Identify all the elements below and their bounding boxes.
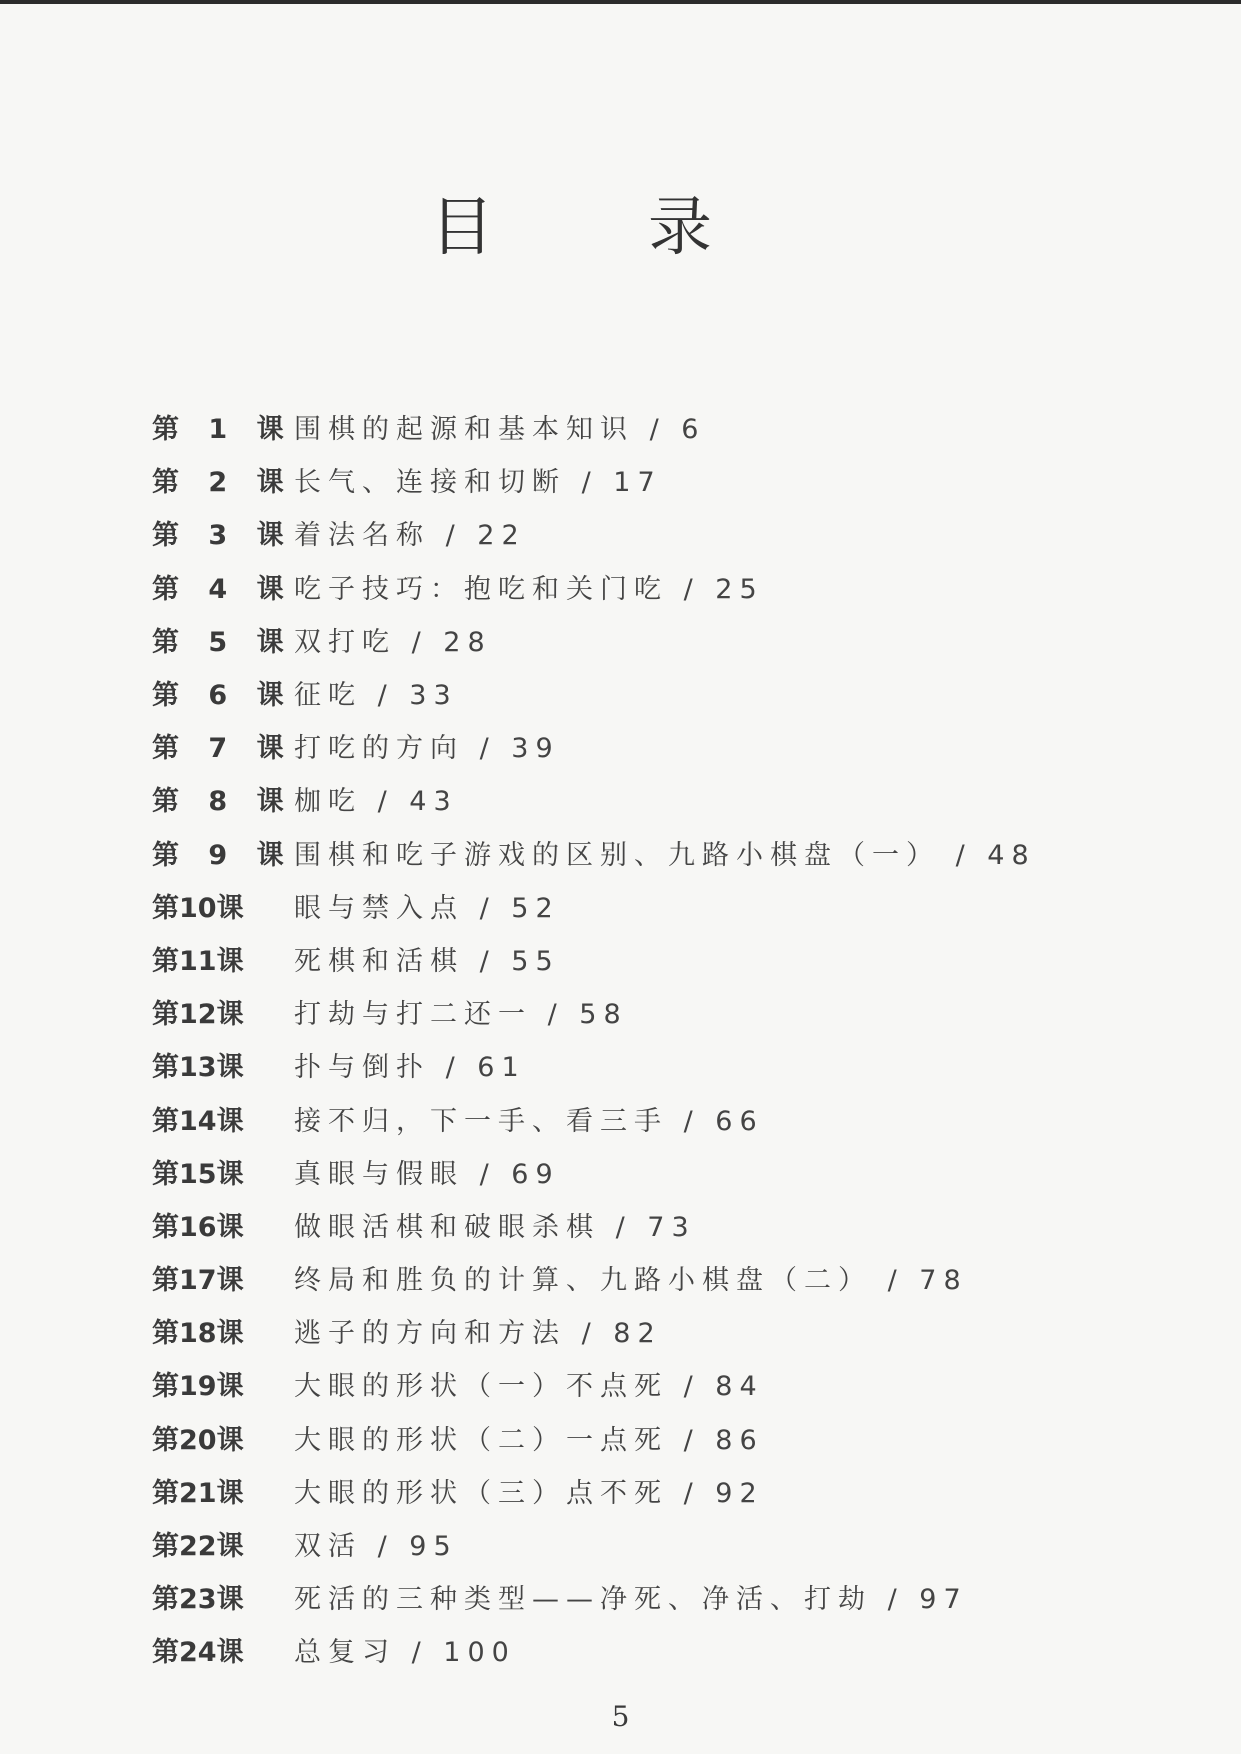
lesson-entry: 大眼的形状（一）不点死 / 84 [294, 1371, 764, 1403]
lesson-entry: 死活的三种类型——净死、净活、打劫 / 97 [294, 1584, 968, 1616]
lesson-entry: 大眼的形状（三）点不死 / 92 [294, 1477, 764, 1509]
toc-row [152, 772, 1132, 825]
page-title [0, 186, 1241, 270]
lesson-number: 第12课 [152, 999, 244, 1031]
toc-row [152, 1304, 1132, 1357]
top-border-line [0, 0, 1241, 4]
lesson-number: 第22课 [152, 1531, 244, 1563]
lesson-entry: 总复习 / 100 [294, 1637, 516, 1669]
lesson-number: 第 8 课 [152, 786, 294, 818]
lesson-number: 第19课 [152, 1371, 244, 1403]
toc-row [152, 1570, 1132, 1623]
toc-row [152, 613, 1132, 666]
toc-row [152, 1357, 1132, 1410]
lesson-number: 第24课 [152, 1637, 244, 1669]
lesson-entry: 征吃 / 33 [294, 680, 458, 712]
lesson-entry: 双活 / 95 [294, 1531, 458, 1563]
toc-row [152, 1038, 1132, 1091]
lesson-number: 第 2 课 [152, 467, 294, 499]
lesson-entry: 眼与禁入点 / 52 [294, 892, 560, 924]
toc-row [152, 506, 1132, 559]
lesson-number: 第 6 课 [152, 680, 294, 712]
lesson-entry: 长气、连接和切断 / 17 [294, 467, 662, 499]
lesson-number: 第18课 [152, 1318, 244, 1350]
toc-row [152, 985, 1132, 1038]
toc-row [152, 560, 1132, 613]
lesson-entry: 枷吃 / 43 [294, 786, 458, 818]
toc-row [152, 932, 1132, 985]
toc-row [152, 1464, 1132, 1517]
lesson-number: 第17课 [152, 1265, 244, 1297]
toc-row [152, 1623, 1132, 1676]
lesson-number: 第21课 [152, 1477, 244, 1509]
lesson-entry: 大眼的形状（二）一点死 / 86 [294, 1424, 764, 1456]
lesson-number: 第15课 [152, 1158, 244, 1190]
lesson-entry: 接不归，下一手、看三手 / 66 [294, 1105, 764, 1137]
toc-row [152, 1091, 1132, 1144]
toc-row [152, 719, 1132, 772]
lesson-number: 第 3 课 [152, 520, 294, 552]
lesson-entry: 打吃的方向 / 39 [294, 733, 560, 765]
lesson-entry: 着法名称 / 22 [294, 520, 526, 552]
lesson-entry: 终局和胜负的计算、九路小棋盘（二） / 78 [294, 1265, 968, 1297]
lesson-number: 第23课 [152, 1584, 244, 1616]
lesson-number: 第 5 课 [152, 626, 294, 658]
lesson-number: 第 7 课 [152, 733, 294, 765]
lesson-number: 第10课 [152, 892, 244, 924]
toc-row [152, 826, 1132, 879]
toc-row [152, 1198, 1132, 1251]
toc-row [152, 453, 1132, 506]
toc-row [152, 879, 1132, 932]
lesson-entry: 打劫与打二还一 / 58 [294, 999, 628, 1031]
title-char-2: 录 [648, 191, 712, 265]
lesson-number: 第20课 [152, 1424, 244, 1456]
page-number: 5 [611, 1700, 630, 1733]
toc-row [152, 1145, 1132, 1198]
toc-row [152, 400, 1132, 453]
table-of-contents [152, 400, 1132, 1677]
toc-row [152, 1251, 1132, 1304]
lesson-entry: 扑与倒扑 / 61 [294, 1052, 526, 1084]
lesson-number: 第14课 [152, 1105, 244, 1137]
lesson-entry: 围棋和吃子游戏的区别、九路小棋盘（一） / 48 [294, 839, 1036, 871]
toc-row [152, 1517, 1132, 1570]
lesson-number: 第 1 课 [152, 414, 294, 446]
lesson-number: 第13课 [152, 1052, 244, 1084]
lesson-entry: 死棋和活棋 / 55 [294, 945, 560, 977]
lesson-number: 第 9 课 [152, 839, 294, 871]
title-char-1: 目 [430, 191, 494, 265]
lesson-entry: 围棋的起源和基本知识 / 6 [294, 414, 706, 446]
lesson-entry: 做眼活棋和破眼杀棋 / 73 [294, 1211, 696, 1243]
lesson-entry: 逃子的方向和方法 / 82 [294, 1318, 662, 1350]
lesson-number: 第 4 课 [152, 573, 294, 605]
toc-row [152, 666, 1132, 719]
lesson-entry: 双打吃 / 28 [294, 626, 492, 658]
toc-row [152, 1411, 1132, 1464]
lesson-entry: 真眼与假眼 / 69 [294, 1158, 560, 1190]
lesson-number: 第11课 [152, 945, 244, 977]
lesson-entry: 吃子技巧：抱吃和关门吃 / 25 [294, 573, 764, 605]
lesson-number: 第16课 [152, 1211, 244, 1243]
